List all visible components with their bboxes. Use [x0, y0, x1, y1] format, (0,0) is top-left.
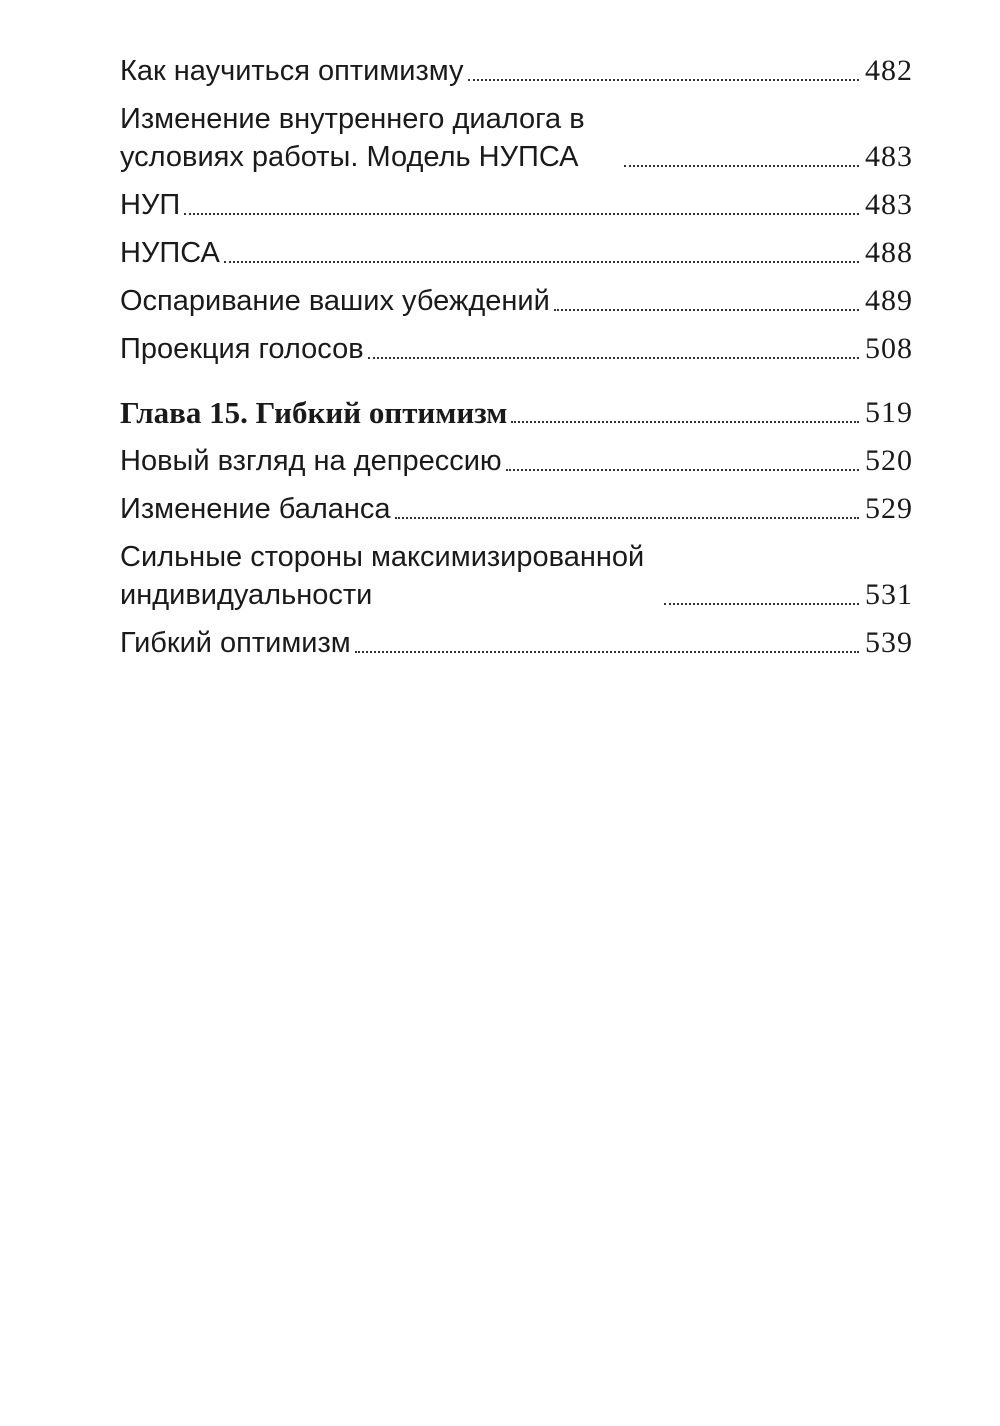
toc-entry-page: 520 — [865, 444, 913, 477]
toc-entry[interactable] — [120, 538, 913, 614]
table-of-contents — [120, 52, 913, 662]
dot-leader — [506, 469, 859, 471]
toc-entry-page: 482 — [865, 54, 913, 87]
dot-leader — [224, 261, 859, 263]
toc-entry-title: Изменение баланса — [120, 493, 391, 525]
dot-leader — [468, 79, 859, 81]
toc-entry-title: Оспаривание ваших убеждений — [120, 285, 550, 317]
toc-entry[interactable] — [120, 282, 913, 320]
toc-entry-page: 531 — [865, 578, 913, 611]
dot-leader — [624, 165, 859, 167]
toc-chapter-title: Глава 15. Гибкий оптимизм — [120, 395, 508, 430]
toc-entry[interactable] — [120, 490, 913, 528]
dot-leader — [395, 517, 859, 519]
toc-entry-page: 489 — [865, 284, 913, 317]
toc-entry-page: 529 — [865, 492, 913, 525]
toc-entry[interactable] — [120, 52, 913, 90]
toc-entry-page: 488 — [865, 236, 913, 269]
toc-entry-page: 483 — [865, 188, 913, 221]
toc-entry[interactable] — [120, 624, 913, 662]
toc-entry[interactable] — [120, 100, 913, 176]
dot-leader — [184, 213, 859, 215]
toc-entry-page: 539 — [865, 626, 913, 659]
toc-entry-title: НУПСА — [120, 237, 220, 269]
toc-chapter-entry[interactable] — [120, 394, 913, 432]
dot-leader — [664, 603, 859, 605]
toc-entry-title: Изменение внутреннего диалога в условиях работы. Модель НУПСА — [120, 103, 585, 173]
dot-leader — [511, 421, 859, 423]
toc-entry[interactable] — [120, 442, 913, 480]
toc-entry-title: Новый взгляд на депрессию — [120, 445, 502, 477]
toc-entry-page: 508 — [865, 332, 913, 365]
toc-entry[interactable] — [120, 186, 913, 224]
dot-leader — [355, 651, 859, 653]
toc-entry-title: НУП — [120, 189, 181, 221]
dot-leader — [368, 357, 859, 359]
toc-entry-page: 519 — [865, 396, 913, 429]
toc-entry[interactable] — [120, 234, 913, 272]
toc-entry-title: Проекция голосов — [120, 333, 364, 365]
toc-entry-title: Сильные стороны максимизированной индивидуальности — [120, 541, 645, 611]
toc-entry[interactable] — [120, 330, 913, 368]
dot-leader — [554, 309, 859, 311]
toc-entry-page: 483 — [865, 140, 913, 173]
toc-entry-title: Как научиться оптимизму — [120, 55, 464, 87]
toc-entry-title: Гибкий оптимизм — [120, 627, 351, 659]
